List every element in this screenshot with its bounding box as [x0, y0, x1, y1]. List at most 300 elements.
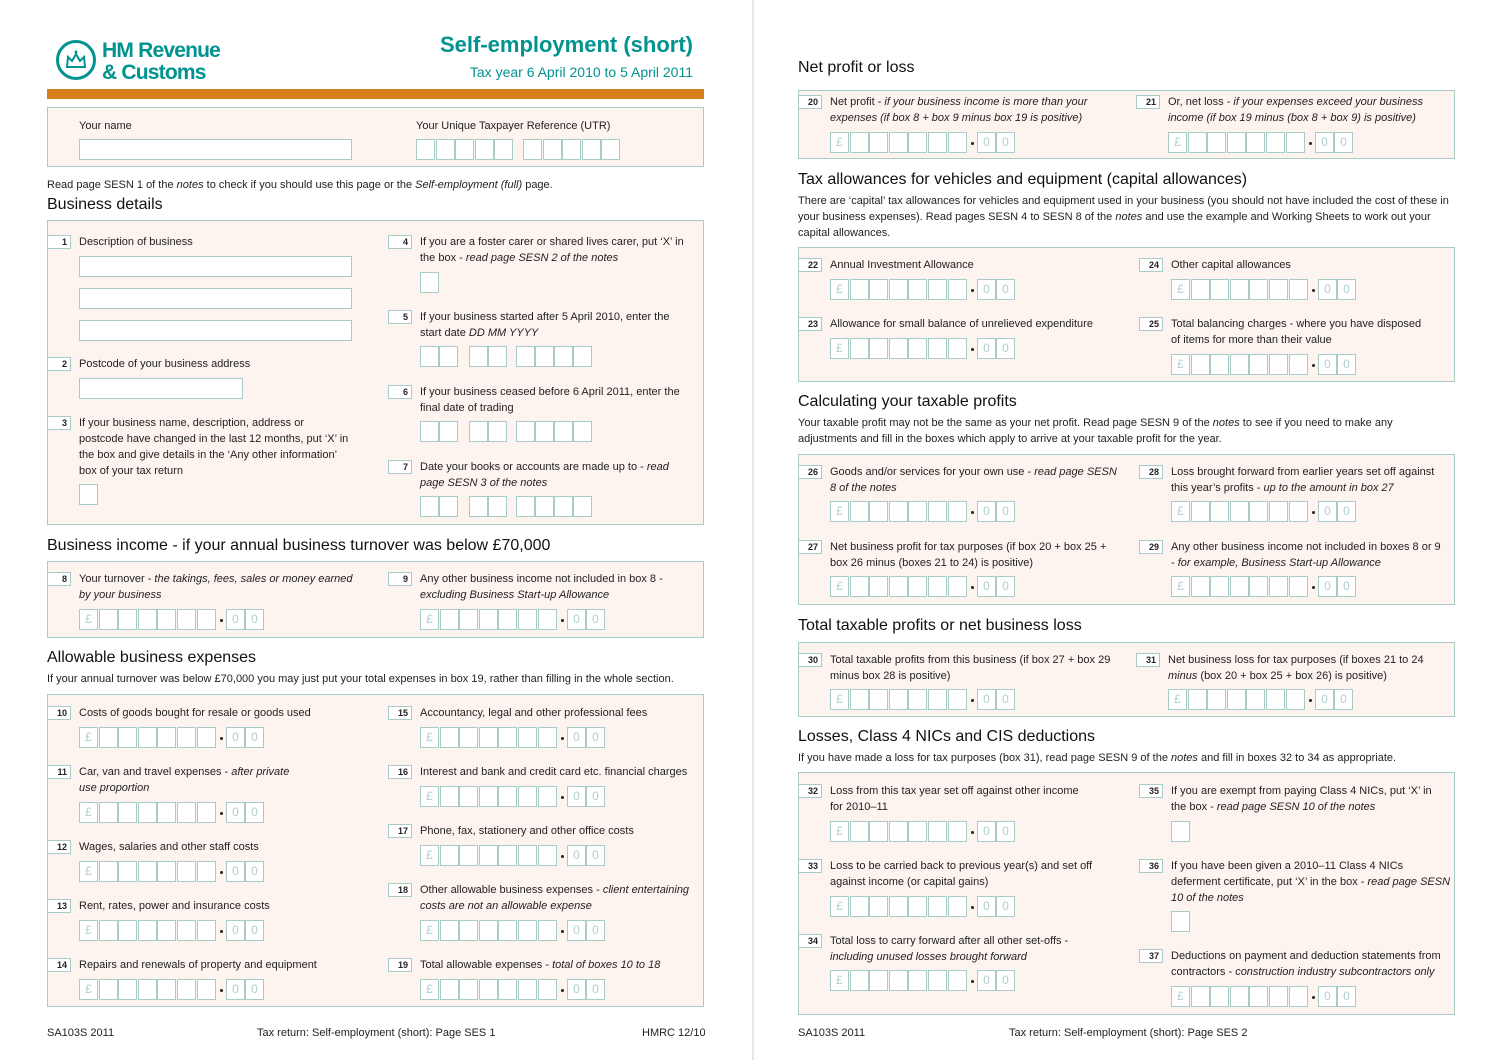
pound-cell[interactable]: £: [1171, 279, 1190, 300]
digit-cell[interactable]: [177, 609, 196, 630]
digit-cell[interactable]: [518, 920, 537, 941]
pence-cell[interactable]: 0: [1315, 132, 1334, 153]
pound-cell[interactable]: £: [1168, 689, 1187, 710]
digit-cell[interactable]: [928, 501, 947, 522]
pence-cell[interactable]: 0: [1318, 986, 1337, 1007]
digit-cell[interactable]: [479, 979, 498, 1000]
digit-cell[interactable]: [850, 132, 869, 153]
pence-cell[interactable]: 0: [245, 861, 264, 882]
pound-cell[interactable]: £: [420, 727, 439, 748]
pence-cell[interactable]: 0: [996, 689, 1015, 710]
digit-cell[interactable]: [948, 338, 967, 359]
pound-cell[interactable]: £: [1168, 132, 1187, 153]
pence-cell[interactable]: 0: [586, 845, 605, 866]
year-cell[interactable]: [535, 421, 554, 442]
digit-cell[interactable]: [1230, 986, 1249, 1007]
pound-cell[interactable]: £: [1171, 576, 1190, 597]
pence-cell[interactable]: 0: [1337, 354, 1356, 375]
digit-cell[interactable]: [889, 970, 908, 991]
pound-cell[interactable]: £: [420, 979, 439, 1000]
pence-cell[interactable]: 0: [1315, 689, 1334, 710]
month-cell[interactable]: [488, 496, 507, 517]
digit-cell[interactable]: [440, 609, 459, 630]
digit-cell[interactable]: [440, 920, 459, 941]
digit-cell[interactable]: [948, 576, 967, 597]
pence-cell[interactable]: 0: [996, 821, 1015, 842]
pence-cell[interactable]: 0: [1318, 576, 1337, 597]
pence-cell[interactable]: 0: [226, 979, 245, 1000]
digit-cell[interactable]: [498, 786, 517, 807]
pence-cell[interactable]: 0: [226, 861, 245, 882]
digit-cell[interactable]: [498, 845, 517, 866]
digit-cell[interactable]: [850, 689, 869, 710]
digit-cell[interactable]: [177, 861, 196, 882]
year-cell[interactable]: [554, 421, 573, 442]
postcode-field[interactable]: [79, 378, 243, 399]
digit-cell[interactable]: [118, 920, 137, 941]
digit-cell[interactable]: [177, 920, 196, 941]
digit-cell[interactable]: [498, 920, 517, 941]
pence-cell[interactable]: 0: [245, 609, 264, 630]
digit-cell[interactable]: [889, 132, 908, 153]
digit-cell[interactable]: [1230, 279, 1249, 300]
digit-cell[interactable]: [908, 821, 927, 842]
digit-cell[interactable]: [850, 576, 869, 597]
digit-cell[interactable]: [157, 609, 176, 630]
digit-cell[interactable]: [138, 979, 157, 1000]
month-cell[interactable]: [488, 421, 507, 442]
pence-cell[interactable]: 0: [586, 786, 605, 807]
digit-cell[interactable]: [928, 896, 947, 917]
digit-cell[interactable]: [908, 338, 927, 359]
digit-cell[interactable]: [538, 727, 557, 748]
digit-cell[interactable]: [1246, 689, 1265, 710]
month-cell[interactable]: [469, 421, 488, 442]
digit-cell[interactable]: [1191, 986, 1210, 1007]
digit-cell[interactable]: [928, 970, 947, 991]
footer-page-title: Tax return: Self-employment (short): Page SES 1: [257, 1027, 496, 1039]
digit-cell[interactable]: [1249, 354, 1268, 375]
digit-cell[interactable]: [1269, 279, 1288, 300]
pound-cell[interactable]: £: [420, 786, 439, 807]
digit-cell[interactable]: [99, 979, 118, 1000]
pence-cell[interactable]: 0: [977, 896, 996, 917]
utr-digit-cell[interactable]: [601, 139, 620, 160]
digit-cell[interactable]: [869, 501, 888, 522]
digit-cell[interactable]: [479, 609, 498, 630]
digit-cell[interactable]: [197, 920, 216, 941]
digit-cell[interactable]: [1249, 501, 1268, 522]
digit-cell[interactable]: [948, 821, 967, 842]
digit-cell[interactable]: [498, 609, 517, 630]
digit-cell[interactable]: [850, 338, 869, 359]
digit-cell[interactable]: [869, 279, 888, 300]
pence-cell[interactable]: 0: [245, 727, 264, 748]
digit-cell[interactable]: [157, 920, 176, 941]
pence-cell[interactable]: 0: [567, 979, 586, 1000]
digit-cell[interactable]: [889, 279, 908, 300]
digit-cell[interactable]: [118, 727, 137, 748]
digit-cell[interactable]: [538, 845, 557, 866]
digit-cell[interactable]: [869, 338, 888, 359]
pound-cell[interactable]: £: [79, 727, 98, 748]
digit-cell[interactable]: [1230, 501, 1249, 522]
decimal-point: [971, 699, 974, 702]
pound-cell[interactable]: £: [79, 920, 98, 941]
box-35-checkbox[interactable]: [1171, 821, 1190, 842]
digit-cell[interactable]: [479, 845, 498, 866]
digit-cell[interactable]: [908, 576, 927, 597]
pound-cell[interactable]: £: [830, 279, 849, 300]
digit-cell[interactable]: [1188, 689, 1207, 710]
digit-cell[interactable]: [498, 979, 517, 1000]
digit-cell[interactable]: [928, 279, 947, 300]
digit-cell[interactable]: [1249, 576, 1268, 597]
digit-cell[interactable]: [99, 861, 118, 882]
box-3-checkbox[interactable]: [79, 484, 98, 505]
digit-cell[interactable]: [1289, 279, 1308, 300]
box-36-checkbox[interactable]: [1171, 911, 1190, 932]
digit-cell[interactable]: [498, 727, 517, 748]
digit-cell[interactable]: [928, 689, 947, 710]
digit-cell[interactable]: [850, 279, 869, 300]
digit-cell[interactable]: [1210, 986, 1229, 1007]
utr-digit-cell[interactable]: [416, 139, 435, 160]
digit-cell[interactable]: [1210, 576, 1229, 597]
digit-cell[interactable]: [459, 920, 478, 941]
digit-cell[interactable]: [1227, 689, 1246, 710]
digit-cell[interactable]: [479, 920, 498, 941]
digit-cell[interactable]: [459, 845, 478, 866]
digit-cell[interactable]: [99, 802, 118, 823]
digit-cell[interactable]: [518, 786, 537, 807]
digit-cell[interactable]: [1249, 279, 1268, 300]
digit-cell[interactable]: [908, 501, 927, 522]
month-cell[interactable]: [469, 496, 488, 517]
digit-cell[interactable]: [99, 609, 118, 630]
digit-cell[interactable]: [869, 132, 888, 153]
month-cell[interactable]: [488, 346, 507, 367]
pence-cell[interactable]: 0: [977, 132, 996, 153]
pence-cell[interactable]: 0: [977, 689, 996, 710]
digit-cell[interactable]: [1191, 501, 1210, 522]
digit-cell[interactable]: [1191, 279, 1210, 300]
digit-cell[interactable]: [908, 896, 927, 917]
pound-cell[interactable]: £: [830, 821, 849, 842]
digit-cell[interactable]: [1207, 132, 1226, 153]
digit-cell[interactable]: [1191, 576, 1210, 597]
pence-cell[interactable]: 0: [245, 920, 264, 941]
utr-digit-cell[interactable]: [543, 139, 562, 160]
digit-cell[interactable]: [197, 861, 216, 882]
digit-cell[interactable]: [948, 689, 967, 710]
day-cell[interactable]: [439, 346, 458, 367]
digit-cell[interactable]: [459, 609, 478, 630]
pound-cell[interactable]: £: [1171, 501, 1190, 522]
year-cell[interactable]: [516, 421, 535, 442]
pence-cell[interactable]: 0: [996, 896, 1015, 917]
pence-cell[interactable]: 0: [567, 609, 586, 630]
digit-cell[interactable]: [1230, 354, 1249, 375]
pound-cell[interactable]: £: [420, 920, 439, 941]
pound-cell[interactable]: £: [79, 802, 98, 823]
year-cell[interactable]: [535, 496, 554, 517]
utr-digit-cell[interactable]: [523, 139, 542, 160]
digit-cell[interactable]: [197, 727, 216, 748]
digit-cell[interactable]: [869, 821, 888, 842]
digit-cell[interactable]: [538, 979, 557, 1000]
pence-cell[interactable]: 0: [996, 501, 1015, 522]
pence-cell[interactable]: 0: [567, 786, 586, 807]
digit-cell[interactable]: [138, 861, 157, 882]
year-cell[interactable]: [573, 496, 592, 517]
pound-cell[interactable]: £: [830, 970, 849, 991]
pound-cell[interactable]: £: [830, 338, 849, 359]
pence-cell[interactable]: 0: [1337, 576, 1356, 597]
digit-cell[interactable]: [869, 896, 888, 917]
pence-cell[interactable]: 0: [996, 970, 1015, 991]
pence-cell[interactable]: 0: [996, 279, 1015, 300]
digit-cell[interactable]: [518, 845, 537, 866]
digit-cell[interactable]: [1246, 132, 1265, 153]
pence-cell[interactable]: 0: [1337, 279, 1356, 300]
digit-cell[interactable]: [157, 979, 176, 1000]
pound-cell[interactable]: £: [420, 845, 439, 866]
digit-cell[interactable]: [157, 861, 176, 882]
digit-cell[interactable]: [889, 821, 908, 842]
digit-cell[interactable]: [1289, 501, 1308, 522]
digit-cell[interactable]: [177, 802, 196, 823]
day-cell[interactable]: [420, 346, 439, 367]
pence-cell[interactable]: 0: [996, 576, 1015, 597]
digit-cell[interactable]: [850, 821, 869, 842]
digit-cell[interactable]: [538, 609, 557, 630]
box-30-label: Total taxable profits from this business (if box 27 + box 29 minus box 28 is positive): [830, 654, 1111, 682]
box-number: 10: [47, 706, 71, 720]
digit-cell[interactable]: [118, 609, 137, 630]
pence-cell[interactable]: 0: [996, 338, 1015, 359]
digit-cell[interactable]: [518, 979, 537, 1000]
pence-cell[interactable]: 0: [567, 727, 586, 748]
pound-cell[interactable]: £: [79, 861, 98, 882]
digit-cell[interactable]: [850, 896, 869, 917]
digit-cell[interactable]: [197, 802, 216, 823]
digit-cell[interactable]: [1210, 501, 1229, 522]
digit-cell[interactable]: [99, 727, 118, 748]
digit-cell[interactable]: [1269, 986, 1288, 1007]
digit-cell[interactable]: [538, 786, 557, 807]
digit-cell[interactable]: [459, 786, 478, 807]
year-cell[interactable]: [554, 346, 573, 367]
digit-cell[interactable]: [928, 576, 947, 597]
pence-cell[interactable]: 0: [245, 802, 264, 823]
digit-cell[interactable]: [948, 970, 967, 991]
digit-cell[interactable]: [850, 970, 869, 991]
digit-cell[interactable]: [1266, 689, 1285, 710]
year-cell[interactable]: [554, 496, 573, 517]
digit-cell[interactable]: [459, 979, 478, 1000]
digit-cell[interactable]: [889, 896, 908, 917]
description-field-1[interactable]: [79, 256, 352, 277]
digit-cell[interactable]: [850, 501, 869, 522]
digit-cell[interactable]: [948, 501, 967, 522]
utr-digit-cell[interactable]: [494, 139, 513, 160]
digit-cell[interactable]: [1210, 279, 1229, 300]
digit-cell[interactable]: [1210, 354, 1229, 375]
pence-cell[interactable]: 0: [977, 338, 996, 359]
pence-cell[interactable]: 0: [586, 727, 605, 748]
digit-cell[interactable]: [157, 802, 176, 823]
digit-cell[interactable]: [948, 279, 967, 300]
day-cell[interactable]: [439, 496, 458, 517]
pound-cell[interactable]: £: [420, 609, 439, 630]
pence-cell[interactable]: 0: [567, 845, 586, 866]
digit-cell[interactable]: [440, 727, 459, 748]
digit-cell[interactable]: [1230, 576, 1249, 597]
digit-cell[interactable]: [138, 920, 157, 941]
digit-cell[interactable]: [118, 802, 137, 823]
digit-cell[interactable]: [459, 727, 478, 748]
pence-cell[interactable]: 0: [245, 979, 264, 1000]
utr-digit-cell[interactable]: [562, 139, 581, 160]
digit-cell[interactable]: [889, 338, 908, 359]
digit-cell[interactable]: [948, 896, 967, 917]
digit-cell[interactable]: [908, 279, 927, 300]
pence-cell[interactable]: 0: [977, 279, 996, 300]
year-cell[interactable]: [535, 346, 554, 367]
digit-cell[interactable]: [869, 689, 888, 710]
digit-cell[interactable]: [518, 609, 537, 630]
digit-cell[interactable]: [928, 132, 947, 153]
digit-cell[interactable]: [928, 338, 947, 359]
pence-cell[interactable]: 0: [586, 609, 605, 630]
digit-cell[interactable]: [889, 501, 908, 522]
digit-cell[interactable]: [1289, 986, 1308, 1007]
digit-cell[interactable]: [1207, 689, 1226, 710]
pence-cell[interactable]: 0: [977, 576, 996, 597]
digit-cell[interactable]: [1227, 132, 1246, 153]
pence-cell[interactable]: 0: [1334, 132, 1353, 153]
digit-cell[interactable]: [908, 132, 927, 153]
digit-cell[interactable]: [869, 576, 888, 597]
digit-cell[interactable]: [1269, 501, 1288, 522]
pence-cell[interactable]: 0: [567, 920, 586, 941]
utr-digit-cell[interactable]: [455, 139, 474, 160]
pence-cell[interactable]: 0: [226, 727, 245, 748]
digit-cell[interactable]: [1269, 354, 1288, 375]
box-4-checkbox[interactable]: [420, 272, 439, 293]
day-cell[interactable]: [420, 496, 439, 517]
digit-cell[interactable]: [177, 727, 196, 748]
pound-cell[interactable]: £: [79, 609, 98, 630]
pence-cell[interactable]: 0: [977, 970, 996, 991]
month-cell[interactable]: [469, 346, 488, 367]
digit-cell[interactable]: [118, 979, 137, 1000]
pence-cell[interactable]: 0: [1318, 354, 1337, 375]
utr-digit-cell[interactable]: [436, 139, 455, 160]
digit-cell[interactable]: [1286, 689, 1305, 710]
digit-cell[interactable]: [1191, 354, 1210, 375]
pence-cell[interactable]: 0: [977, 501, 996, 522]
digit-cell[interactable]: [1188, 132, 1207, 153]
digit-cell[interactable]: [889, 689, 908, 710]
digit-cell[interactable]: [928, 821, 947, 842]
pence-cell[interactable]: 0: [1337, 501, 1356, 522]
digit-cell[interactable]: [138, 727, 157, 748]
pound-cell[interactable]: £: [830, 132, 849, 153]
pound-cell[interactable]: £: [1171, 354, 1190, 375]
year-cell[interactable]: [573, 346, 592, 367]
digit-cell[interactable]: [869, 970, 888, 991]
digit-cell[interactable]: [440, 845, 459, 866]
digit-cell[interactable]: [908, 689, 927, 710]
pence-cell[interactable]: 0: [586, 920, 605, 941]
digit-cell[interactable]: [440, 786, 459, 807]
pence-cell[interactable]: 0: [1318, 279, 1337, 300]
year-cell[interactable]: [516, 346, 535, 367]
digit-cell[interactable]: [138, 609, 157, 630]
digit-cell[interactable]: [197, 609, 216, 630]
utr-digit-cell[interactable]: [582, 139, 601, 160]
pound-cell[interactable]: £: [1171, 986, 1190, 1007]
pound-cell[interactable]: £: [79, 979, 98, 1000]
year-cell[interactable]: [516, 496, 535, 517]
digit-cell[interactable]: [908, 970, 927, 991]
digit-cell[interactable]: [889, 576, 908, 597]
digit-cell[interactable]: [99, 920, 118, 941]
digit-cell[interactable]: [440, 979, 459, 1000]
pence-cell[interactable]: 0: [226, 609, 245, 630]
digit-cell[interactable]: [1249, 986, 1268, 1007]
pence-cell[interactable]: 0: [586, 979, 605, 1000]
footer-page-title: Tax return: Self-employment (short): Page SES 2: [1009, 1027, 1248, 1039]
digit-cell[interactable]: [479, 727, 498, 748]
your-name-field[interactable]: [79, 139, 352, 160]
digit-cell[interactable]: [197, 979, 216, 1000]
pence-cell[interactable]: 0: [1334, 689, 1353, 710]
pound-cell[interactable]: £: [830, 689, 849, 710]
pence-cell[interactable]: 0: [977, 821, 996, 842]
digit-cell[interactable]: [1289, 354, 1308, 375]
digit-cell[interactable]: [538, 920, 557, 941]
pence-cell[interactable]: 0: [996, 132, 1015, 153]
digit-cell[interactable]: [118, 861, 137, 882]
digit-cell[interactable]: [138, 802, 157, 823]
pound-cell[interactable]: £: [830, 896, 849, 917]
digit-cell[interactable]: [518, 727, 537, 748]
description-field-3[interactable]: [79, 320, 352, 341]
digit-cell[interactable]: [1289, 576, 1308, 597]
pence-cell[interactable]: 0: [226, 920, 245, 941]
digit-cell[interactable]: [948, 132, 967, 153]
year-cell[interactable]: [573, 421, 592, 442]
digit-cell[interactable]: [1286, 132, 1305, 153]
description-field-2[interactable]: [79, 288, 352, 309]
pound-cell[interactable]: £: [830, 576, 849, 597]
pence-cell[interactable]: 0: [226, 802, 245, 823]
day-cell[interactable]: [420, 421, 439, 442]
pound-cell[interactable]: £: [830, 501, 849, 522]
digit-cell[interactable]: [1266, 132, 1285, 153]
pence-cell[interactable]: 0: [1318, 501, 1337, 522]
pence-cell[interactable]: 0: [1337, 986, 1356, 1007]
digit-cell[interactable]: [177, 979, 196, 1000]
day-cell[interactable]: [439, 421, 458, 442]
digit-cell[interactable]: [157, 727, 176, 748]
digit-cell[interactable]: [479, 786, 498, 807]
digit-cell[interactable]: [1269, 576, 1288, 597]
utr-digit-cell[interactable]: [475, 139, 494, 160]
